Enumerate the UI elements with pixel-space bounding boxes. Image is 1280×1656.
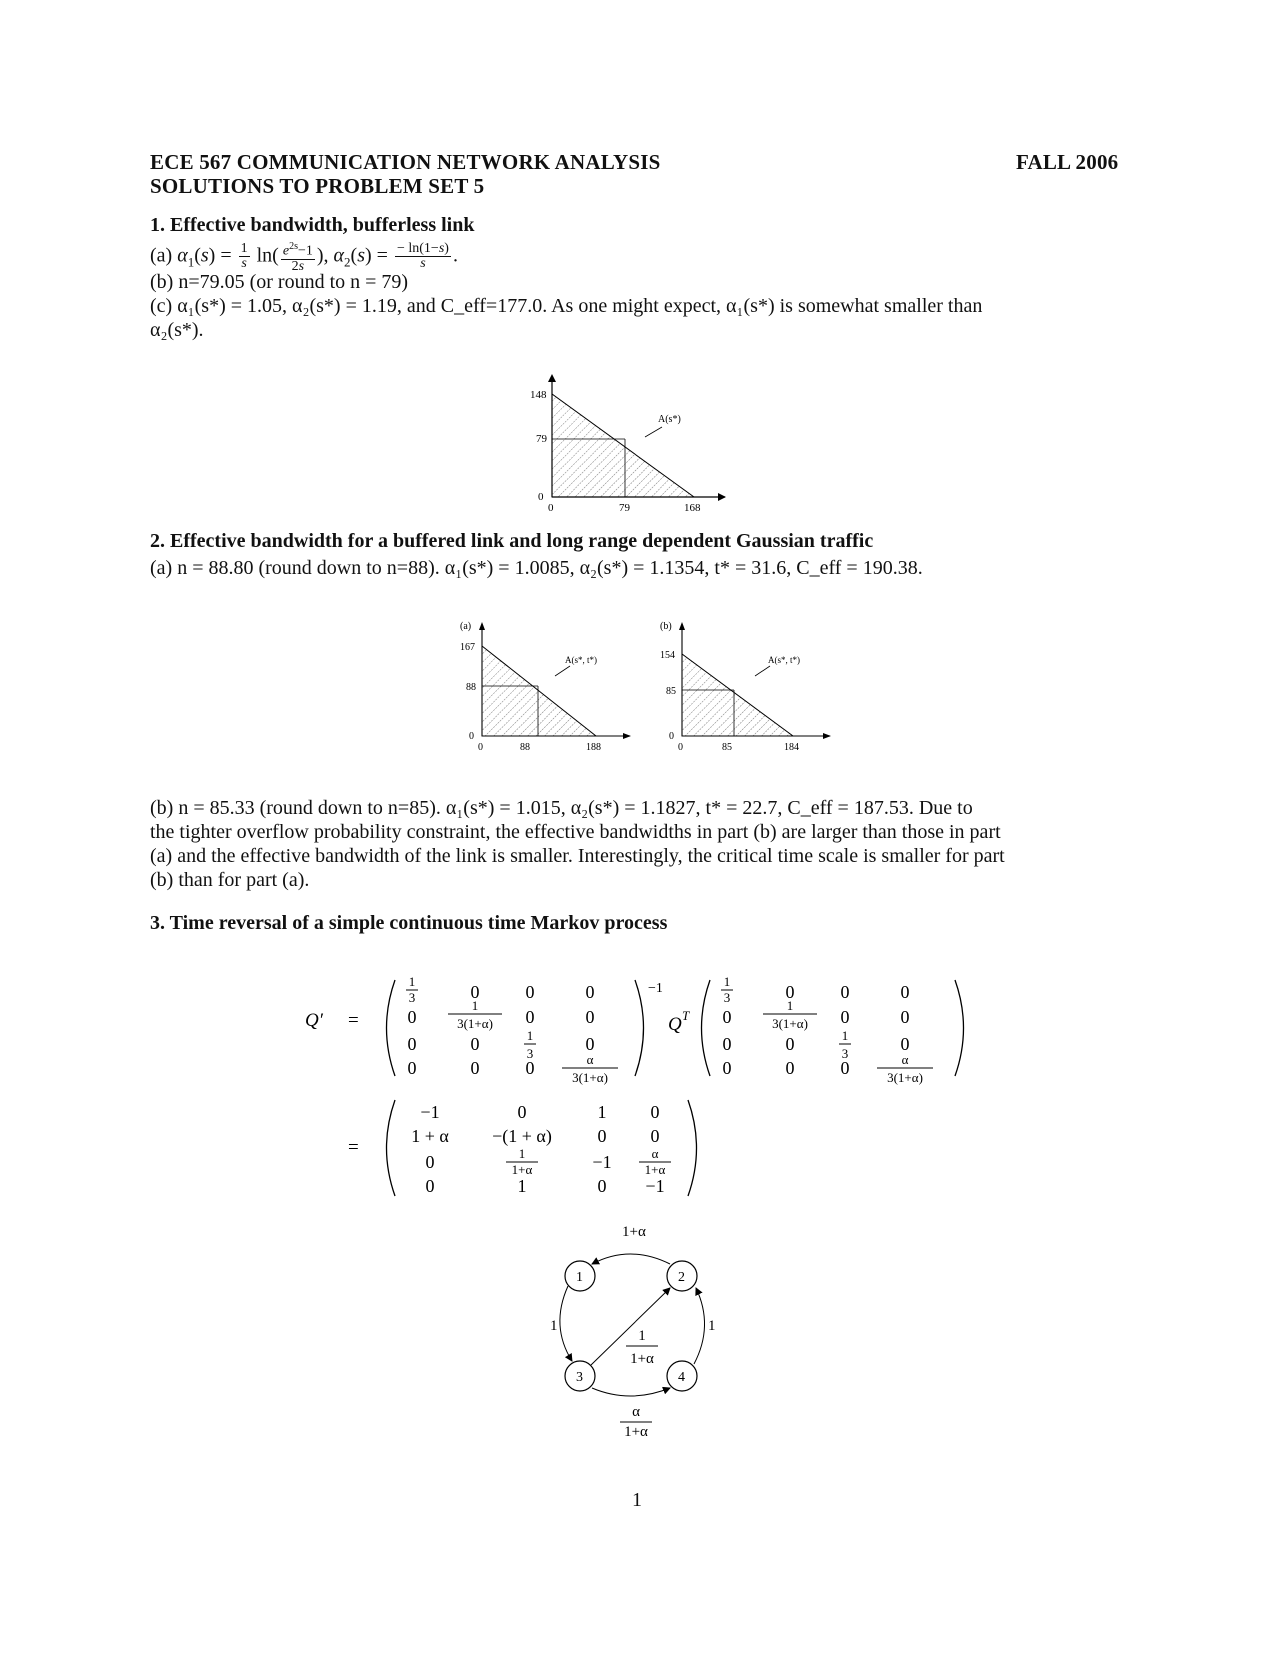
p1-title: 1. Effective bandwidth, bufferless link (150, 214, 475, 236)
svg-text:184: 184 (784, 742, 799, 753)
svg-text:0: 0 (650, 1126, 660, 1146)
svg-text:2: 2 (678, 1270, 685, 1285)
svg-text:−(1 + α): −(1 + α) (492, 1126, 552, 1146)
svg-text:88: 88 (466, 682, 476, 693)
svg-text:1: 1 (723, 974, 731, 989)
svg-text:1+α: 1+α (624, 1424, 648, 1438)
svg-text:1: 1 (708, 1318, 716, 1334)
svg-text:0: 0 (722, 1058, 732, 1078)
svg-text:0: 0 (425, 1176, 435, 1196)
x-tick-zero: 0 (548, 502, 554, 512)
svg-text:0: 0 (407, 1007, 417, 1027)
svg-text:0: 0 (722, 1034, 732, 1054)
svg-text:1: 1 (638, 1328, 646, 1344)
svg-text:1+α: 1+α (511, 1162, 533, 1177)
svg-text:0: 0 (525, 1058, 535, 1078)
svg-text:1: 1 (408, 974, 416, 989)
svg-text:1: 1 (471, 998, 479, 1013)
svg-text:3: 3 (576, 1370, 583, 1385)
svg-text:1: 1 (526, 1028, 534, 1043)
svg-text:3(1+α): 3(1+α) (887, 1070, 923, 1085)
svg-text:0: 0 (900, 982, 910, 1002)
svg-text:0: 0 (785, 982, 795, 1002)
svg-text:1: 1 (576, 1270, 583, 1285)
svg-text:167: 167 (460, 642, 475, 653)
svg-text:0: 0 (425, 1152, 435, 1172)
svg-text:0: 0 (669, 731, 674, 742)
svg-text:0: 0 (840, 1058, 850, 1078)
qt: Q (668, 1014, 682, 1035)
fig-b-tag: (b) (660, 621, 672, 632)
svg-text:0: 0 (407, 1058, 417, 1078)
svg-text:−1: −1 (592, 1152, 612, 1172)
term: FALL 2006 (1016, 150, 1119, 174)
svg-text:0: 0 (470, 1058, 480, 1078)
svg-text:3: 3 (841, 1046, 849, 1061)
svg-text:85: 85 (666, 686, 676, 697)
lhs: Q′ (305, 1010, 323, 1031)
figure-bufferless-region (530, 372, 730, 512)
course-title: ECE 567 COMMUNICATION NETWORK ANALYSIS (150, 150, 661, 174)
y-tick-top: 148 (530, 389, 547, 401)
svg-text:0: 0 (597, 1126, 607, 1146)
svg-text:0: 0 (840, 1007, 850, 1027)
svg-text:0: 0 (785, 1034, 795, 1054)
edge-3-4 (592, 1388, 670, 1396)
svg-text:0: 0 (517, 1102, 527, 1122)
svg-text:1: 1 (786, 998, 794, 1013)
edge-1-3 (560, 1286, 572, 1361)
svg-text:0: 0 (678, 742, 683, 753)
svg-text:T: T (682, 1008, 690, 1023)
svg-text:0: 0 (840, 982, 850, 1002)
subtitle: SOLUTIONS TO PROBLEM SET 5 (150, 174, 485, 198)
p1-c-line1: (c) α₁(s*) = 1.05, α₂(s*) = 1.19, and C_eff=177.0. As one might expect, α₁(s*) is somewhat smaller than (150, 295, 983, 317)
svg-text:α: α (586, 1052, 594, 1067)
svg-text:α: α (632, 1404, 640, 1420)
operating-point-label: A(s*) (658, 414, 681, 425)
svg-text:0: 0 (585, 982, 595, 1002)
svg-text:1: 1 (841, 1028, 849, 1043)
svg-text:0: 0 (900, 1034, 910, 1054)
svg-text:3: 3 (723, 990, 731, 1005)
svg-text:3: 3 (408, 990, 416, 1005)
edge-2-1 (592, 1254, 670, 1264)
svg-text:α: α (901, 1052, 909, 1067)
svg-text:0: 0 (650, 1102, 660, 1122)
eq-1: = (348, 1010, 359, 1031)
svg-text:188: 188 (586, 742, 601, 753)
svg-text:3(1+α): 3(1+α) (772, 1016, 808, 1031)
svg-text:0: 0 (785, 1058, 795, 1078)
svg-text:0: 0 (585, 1007, 595, 1027)
svg-text:1 + α: 1 + α (411, 1126, 449, 1146)
svg-text:3: 3 (526, 1046, 534, 1061)
svg-text:1+α: 1+α (622, 1224, 646, 1240)
svg-text:0: 0 (722, 1007, 732, 1027)
svg-text:1: 1 (550, 1318, 558, 1334)
svg-text:1: 1 (517, 1176, 527, 1196)
matrix-equation (290, 968, 990, 1198)
svg-text:−1: −1 (420, 1102, 440, 1122)
svg-text:0: 0 (478, 742, 483, 753)
svg-text:0: 0 (470, 982, 480, 1002)
p1-b: (b) n=79.05 (or round to n = 79) (150, 271, 409, 293)
x-tick-mid: 79 (619, 502, 630, 512)
figure-2a (450, 618, 635, 758)
p3-title: 3. Time reversal of a simple continuous time Markov process (150, 912, 668, 934)
edge-4-2 (694, 1288, 705, 1364)
svg-text:1: 1 (518, 1146, 526, 1161)
svg-text:α: α (651, 1146, 659, 1161)
p2-a: (a) n = 88.80 (round down to n=88). α₁(s*) = 1.0085, α₂(s*) = 1.1354, t* = 31.6, C_eff = 190.38. (150, 557, 923, 579)
p1-c-line2: α₂(s*). (150, 319, 204, 341)
svg-text:0: 0 (469, 731, 474, 742)
svg-text:0: 0 (525, 1007, 535, 1027)
inverse-sup: −1 (648, 981, 663, 996)
p2-title: 2. Effective bandwidth for a buffered link and long range dependent Gaussian traffic (150, 530, 874, 552)
svg-text:1+α: 1+α (644, 1162, 666, 1177)
svg-text:154: 154 (660, 650, 675, 661)
admissible-region (552, 394, 694, 497)
x-tick-end: 168 (684, 502, 701, 512)
svg-text:3(1+α): 3(1+α) (457, 1016, 493, 1031)
fig-a-tag: (a) (460, 621, 472, 632)
svg-text:0: 0 (900, 1007, 910, 1027)
y-tick-mid: 79 (536, 433, 547, 445)
svg-text:−1: −1 (645, 1176, 665, 1196)
svg-text:0: 0 (585, 1034, 595, 1054)
svg-text:1+α: 1+α (630, 1351, 654, 1367)
svg-text:85: 85 (722, 742, 732, 753)
y-tick-zero: 0 (538, 491, 544, 503)
svg-text:3(1+α): 3(1+α) (572, 1070, 608, 1085)
p1-a: (a) $\alpha_1(s)$ = $\frac{1}{s}$ ln( $\frac{e^{2s}-1}{2s}$ ), $\alpha_2(s)$ = $\frac{- \ln(1-s)}{s}$ . (150, 241, 458, 274)
svg-text:A(s*, t*): A(s*, t*) (768, 655, 800, 665)
svg-text:A(s*, t*): A(s*, t*) (565, 655, 597, 665)
svg-text:0: 0 (407, 1034, 417, 1054)
p2-b: (b) n = 85.33 (round down to n=85). α₁(s*) = 1.015, α₂(s*) = 1.1827, t* = 22.7, C_eff = 187.53. Due to the tighter overflow probability constraint, the effective bandwidths in part (b) are larger than those in part (a) and the effective bandwidth of the link is smaller. Interestingly, the critical time scale is smaller for part (b) than for part (a). (150, 797, 1005, 891)
svg-text:1: 1 (597, 1102, 607, 1122)
svg-text:88: 88 (520, 742, 530, 753)
svg-text:0: 0 (525, 982, 535, 1002)
figure-2b (650, 618, 835, 758)
svg-text:0: 0 (470, 1034, 480, 1054)
svg-text:4: 4 (678, 1370, 685, 1385)
page-number: 1 (632, 1489, 642, 1511)
svg-text:0: 0 (597, 1176, 607, 1196)
markov-chain-graph (530, 1218, 770, 1438)
eq-2: = (348, 1137, 359, 1158)
